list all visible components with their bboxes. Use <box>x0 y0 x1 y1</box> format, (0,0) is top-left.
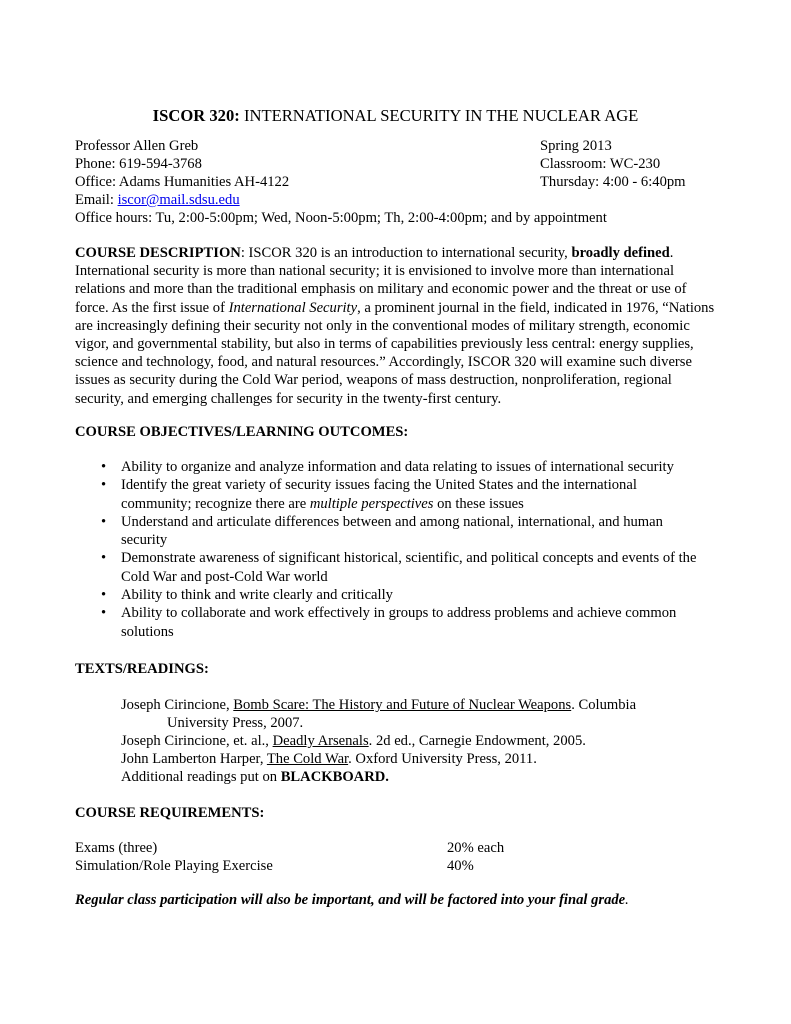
objectives-list <box>75 458 705 641</box>
bullet-icon: • <box>101 513 107 530</box>
objectives-heading: COURSE OBJECTIVES/LEARNING OUTCOMES: <box>75 424 409 440</box>
reading-publisher: . Oxford University Press, 2011. <box>348 751 537 767</box>
bullet-icon: • <box>101 550 107 567</box>
reading-item-1-cont: University Press, 2007. <box>167 715 304 731</box>
reading-publisher: . 2d ed., Carnegie Endowment, 2005. <box>368 733 586 749</box>
email-label: Email: <box>75 192 118 208</box>
list-item <box>75 513 705 550</box>
header-row-1 <box>75 137 715 155</box>
email-line <box>75 191 240 209</box>
objective-text: Identify the great variety of security issues facing the United States and the international community; recognize there are <box>121 477 637 512</box>
journal-title: International Security <box>228 299 358 316</box>
header-row-2 <box>75 155 715 173</box>
description-text-3: , a prominent journal in the field, indicated in 1976, “Nations are increasingly defining their security not only in the conventional modes of military strength, economic vigor, and governmental stability, but also in terms of capabilities previously less central: energy supplies, science and technology, food, and natural resources.” Accordingly, ISCOR 320 will examine such diverse issues as security during the Cold War period, weapons of mass destruction, nonproliferation, regional security, and emerging challenges for security in the twenty-first century. <box>75 299 715 407</box>
term: Spring 2013 <box>540 138 612 154</box>
requirement-item: Exams (three) <box>75 840 158 856</box>
header-row-5 <box>75 209 775 227</box>
objective-text: Ability to think and write clearly and critically <box>121 587 393 604</box>
requirement-weight: 40% <box>447 858 474 874</box>
course-title: INTERNATIONAL SECURITY IN THE NUCLEAR AGE <box>239 106 639 125</box>
reading-item-3 <box>121 750 711 768</box>
requirement-item: Simulation/Role Playing Exercise <box>75 858 273 874</box>
participation-text: Regular class participation will also be important, and will be factored into your final grade <box>75 892 626 908</box>
description-text-1: : ISCOR 320 is an introduction to international security, <box>240 245 572 261</box>
description-text-2: . International security is more than national security; it is envisioned to involve more than international relations and more than the traditional emphasis on military and economic power and the threat or use of force. As the first issue of <box>75 245 687 316</box>
reading-item-4 <box>121 768 711 786</box>
objective-text: Demonstrate awareness of significant historical, scientific, and political concepts and events of the Cold War and post-Cold War world <box>121 550 697 585</box>
list-item <box>75 586 705 604</box>
list-item <box>75 549 705 586</box>
bullet-icon: • <box>101 477 107 494</box>
office-hours: Office hours: Tu, 2:00-5:00pm; Wed, Noon-5:00pm; Th, 2:00-4:00pm; and by appointment <box>75 210 607 226</box>
reading-item-1 <box>121 696 711 714</box>
description-heading: COURSE DESCRIPTION <box>75 245 241 261</box>
meeting-time: Thursday: 4:00 - 6:40pm <box>540 174 686 190</box>
objective-text: Ability to collaborate and work effectively in groups to address problems and achieve common solutions <box>121 605 677 640</box>
reading-note: Additional readings put on <box>121 769 281 785</box>
reading-author: Joseph Cirincione, et. al., <box>121 733 273 749</box>
description-emphasis: broadly defined <box>571 245 670 261</box>
list-item <box>75 458 705 476</box>
objective-text: Ability to organize and analyze information and data relating to issues of international security <box>121 459 674 475</box>
header-row-4 <box>75 191 715 209</box>
list-item <box>75 604 705 641</box>
course-description <box>75 244 715 408</box>
requirement-row <box>75 839 575 857</box>
phone: Phone: 619-594-3768 <box>75 156 202 172</box>
participation-period: . <box>625 892 629 908</box>
reading-title: The Cold War <box>266 751 349 767</box>
reading-item-2 <box>121 732 711 750</box>
requirement-weight: 20% each <box>447 840 505 856</box>
reading-author: Joseph Cirincione, <box>121 697 234 713</box>
objective-emphasis: multiple perspectives <box>309 495 434 512</box>
classroom: Classroom: WC-230 <box>540 156 661 172</box>
requirements-heading: COURSE REQUIREMENTS: <box>75 805 265 821</box>
reading-author: John Lamberton Harper, <box>121 751 267 767</box>
objective-text-end: on these issues <box>433 495 524 512</box>
reading-publisher: . Columbia <box>571 697 637 713</box>
reading-title: Deadly Arsenals <box>272 733 369 749</box>
bullet-icon: • <box>101 459 107 475</box>
readings-heading: TEXTS/READINGS: <box>75 661 209 677</box>
participation-note <box>75 892 629 909</box>
list-item <box>75 476 705 513</box>
blackboard-label: BLACKBOARD. <box>280 769 389 785</box>
page-title <box>0 106 791 126</box>
requirement-row <box>75 857 575 875</box>
reading-title: Bomb Scare: The History and Future of Nuclear Weapons <box>233 697 572 713</box>
office: Office: Adams Humanities AH-4122 <box>75 174 290 190</box>
professor-name: Professor Allen Greb <box>75 138 199 154</box>
email-link[interactable]: iscor@mail.sdsu.edu <box>117 192 240 208</box>
bullet-icon: • <box>101 587 107 604</box>
bullet-icon: • <box>101 605 107 622</box>
objective-text: Understand and articulate differences between and among national, international, and human security <box>121 513 663 549</box>
header-row-3 <box>75 173 715 191</box>
course-code: ISCOR 320: <box>152 106 240 125</box>
